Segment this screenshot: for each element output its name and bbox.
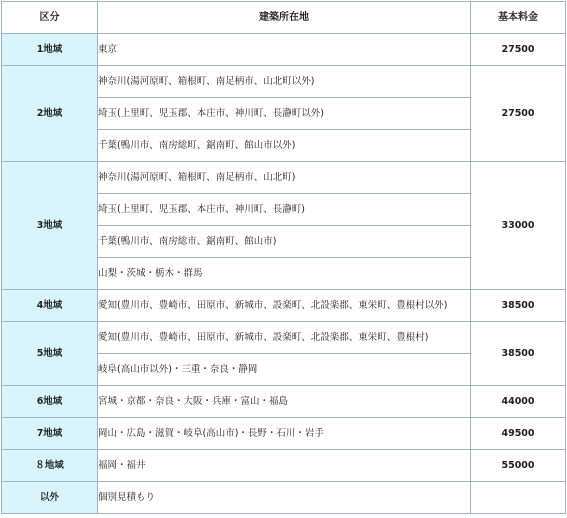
table-row bbox=[2, 34, 566, 66]
price-cell: 33000 bbox=[471, 162, 566, 290]
table-row bbox=[2, 66, 566, 98]
place-cell: 神奈川(湯河原町、箱根町、南足柄市、山北町以外) bbox=[98, 66, 471, 98]
table-body bbox=[2, 34, 566, 514]
table-row bbox=[2, 290, 566, 322]
place-cell: 岐阜(高山市以外)・三重・奈良・静岡 bbox=[98, 354, 471, 386]
area-cell: 6地域 bbox=[2, 386, 98, 418]
table-row bbox=[2, 482, 566, 514]
price-cell: 27500 bbox=[471, 66, 566, 162]
price-cell: 44000 bbox=[471, 386, 566, 418]
place-cell: 千葉(鴨川市、南房総市、鋸南町、館山市) bbox=[98, 226, 471, 258]
place-cell: 神奈川(湯河原町、箱根町、南足柄市、山北町) bbox=[98, 162, 471, 194]
header-row bbox=[2, 2, 566, 34]
place-cell: 宮城・京都・奈良・大阪・兵庫・富山・福島 bbox=[98, 386, 471, 418]
header-price: 基本料金 bbox=[471, 2, 566, 34]
table-row bbox=[2, 162, 566, 194]
area-cell: 7地域 bbox=[2, 418, 98, 450]
price-cell: 55000 bbox=[471, 450, 566, 482]
header-place: 建築所在地 bbox=[98, 2, 471, 34]
place-cell: 個別見積もり bbox=[98, 482, 471, 514]
area-cell: 5地域 bbox=[2, 322, 98, 386]
place-cell: 岡山・広島・滋賀・岐阜(高山市)・長野・石川・岩手 bbox=[98, 418, 471, 450]
table-header bbox=[2, 2, 566, 34]
table-row bbox=[2, 450, 566, 482]
header-area: 区分 bbox=[2, 2, 98, 34]
place-cell: 山梨・茨城・栃木・群馬 bbox=[98, 258, 471, 290]
area-cell: 1地域 bbox=[2, 34, 98, 66]
area-cell: ８地域 bbox=[2, 450, 98, 482]
place-cell: 千葉(鴨川市、南房総町、鋸南町、館山市以外) bbox=[98, 130, 471, 162]
price-cell bbox=[471, 482, 566, 514]
place-cell: 福岡・福井 bbox=[98, 450, 471, 482]
table-row bbox=[2, 418, 566, 450]
table-row bbox=[2, 322, 566, 354]
table-row bbox=[2, 386, 566, 418]
area-cell: 2地域 bbox=[2, 66, 98, 162]
price-cell: 38500 bbox=[471, 322, 566, 386]
place-cell: 愛知(豊川市、豊崎市、田原市、新城市、設楽町、北設楽郡、東栄町、豊根村以外) bbox=[98, 290, 471, 322]
place-cell: 埼玉(上里町、児玉郡、本庄市、神川町、長瀞町以外) bbox=[98, 98, 471, 130]
place-cell: 埼玉(上里町、児玉郡、本庄市、神川町、長瀞町) bbox=[98, 194, 471, 226]
area-cell: 4地域 bbox=[2, 290, 98, 322]
area-cell: 3地域 bbox=[2, 162, 98, 290]
area-cell: 以外 bbox=[2, 482, 98, 514]
place-cell: 愛知(豊川市、豊崎市、田原市、新城市、設楽町、北設楽郡、東栄町、豊根村) bbox=[98, 322, 471, 354]
pricing-table bbox=[1, 1, 566, 514]
price-cell: 27500 bbox=[471, 34, 566, 66]
price-cell: 38500 bbox=[471, 290, 566, 322]
place-cell: 東京 bbox=[98, 34, 471, 66]
price-cell: 49500 bbox=[471, 418, 566, 450]
